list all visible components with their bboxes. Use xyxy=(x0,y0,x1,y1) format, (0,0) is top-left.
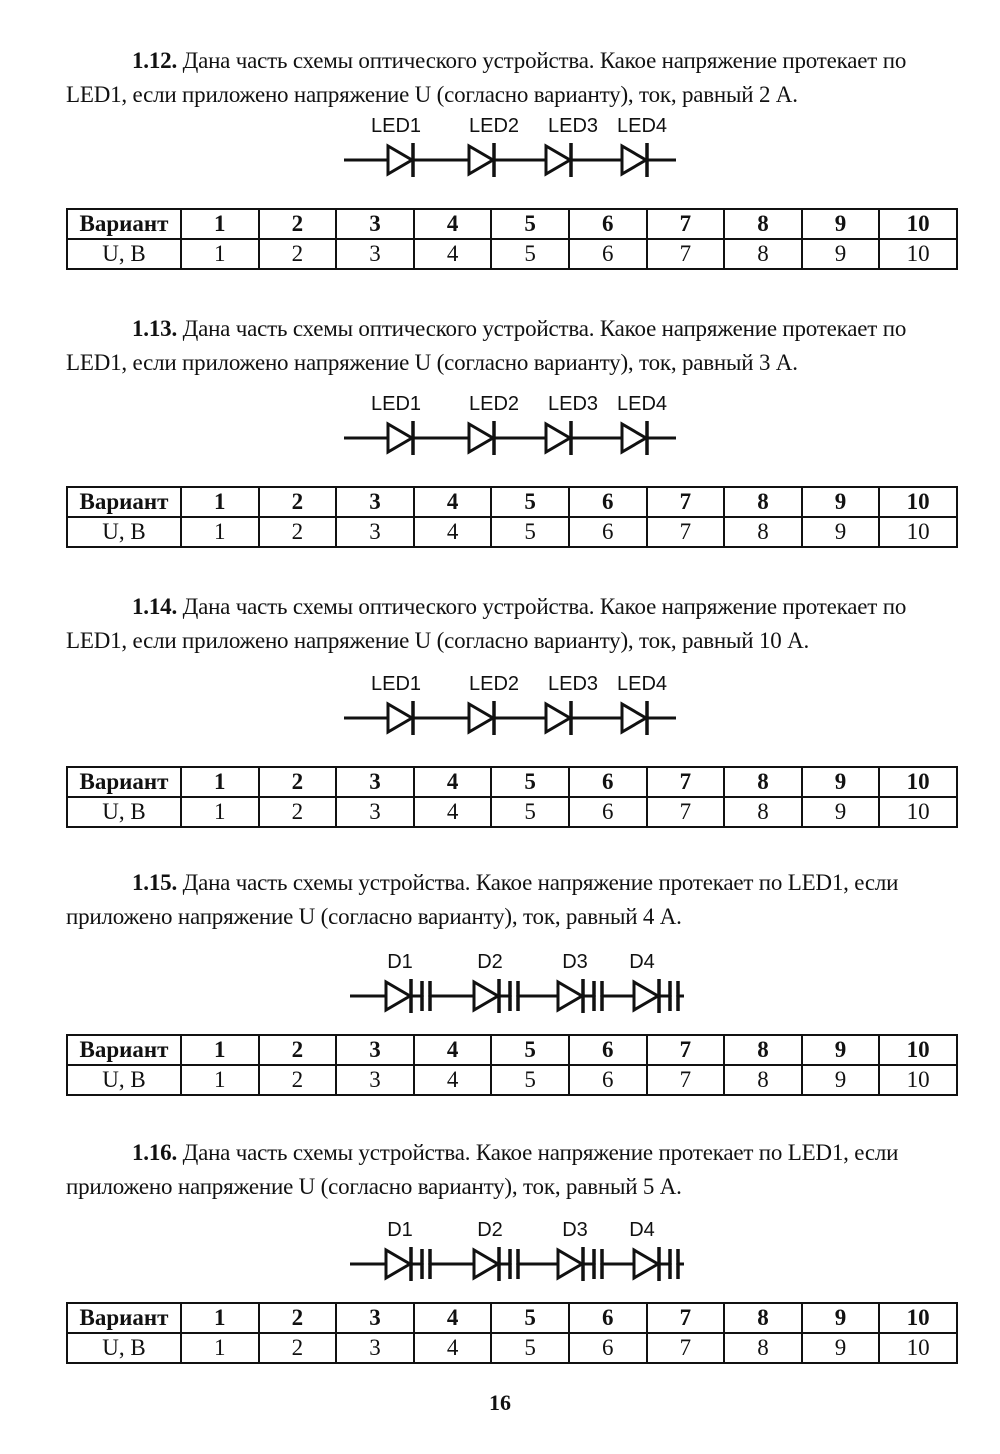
voltage-value-cell: 10 xyxy=(879,797,957,827)
component-label: D3 xyxy=(562,951,588,973)
voltage-value-cell: 7 xyxy=(647,239,725,269)
header-label-cell: Вариант xyxy=(67,1303,181,1333)
diode-symbol xyxy=(634,979,678,1013)
variant-number-cell: 8 xyxy=(724,1303,802,1333)
variant-number-cell: 3 xyxy=(336,1035,414,1065)
component-label: LED2 xyxy=(468,673,520,695)
voltage-value-cell: 4 xyxy=(414,239,492,269)
row-label-cell: U, В xyxy=(67,239,181,269)
problem-text: Дана часть схемы оптического устройства. Какое напряжение протекает по LED1, если приложено напряжение U (согласно варианту), ток, равный 10 А. xyxy=(66,594,907,653)
voltage-value-cell: 2 xyxy=(259,1333,337,1363)
voltage-value-cell: 7 xyxy=(647,1333,725,1363)
circuit-diagram-container xyxy=(330,670,710,760)
variant-table xyxy=(66,1302,958,1364)
component-label: D2 xyxy=(477,951,503,973)
problem-number: 1.13. xyxy=(132,316,178,341)
circuit-diagram-container xyxy=(330,948,710,1038)
variant-number-cell: 4 xyxy=(414,767,492,797)
voltage-value-cell: 8 xyxy=(724,517,802,547)
table-header-row xyxy=(67,1035,957,1065)
variant-number-cell: 9 xyxy=(802,767,880,797)
variant-number-cell: 1 xyxy=(181,1303,259,1333)
variant-number-cell: 1 xyxy=(181,487,259,517)
led-symbol xyxy=(469,421,494,455)
variant-number-cell: 2 xyxy=(259,1035,337,1065)
table-row xyxy=(67,1065,957,1095)
variant-number-cell: 7 xyxy=(647,767,725,797)
table-header-row xyxy=(67,767,957,797)
variant-number-cell: 4 xyxy=(414,487,492,517)
variant-number-cell: 3 xyxy=(336,767,414,797)
diode-symbol xyxy=(386,1247,430,1281)
voltage-value-cell: 9 xyxy=(802,239,880,269)
voltage-value-cell: 6 xyxy=(569,517,647,547)
component-label: D1 xyxy=(387,951,413,973)
header-label-cell: Вариант xyxy=(67,487,181,517)
voltage-value-cell: 4 xyxy=(414,517,492,547)
led-symbol xyxy=(388,421,413,455)
component-label: D4 xyxy=(629,951,655,973)
voltage-value-cell: 2 xyxy=(259,517,337,547)
voltage-value-cell: 3 xyxy=(336,1333,414,1363)
variant-number-cell: 6 xyxy=(569,767,647,797)
component-label: D3 xyxy=(562,1219,588,1241)
circuit-diagram-container xyxy=(330,112,710,202)
problem-statement xyxy=(66,866,966,934)
voltage-value-cell: 6 xyxy=(569,1065,647,1095)
variant-number-cell: 7 xyxy=(647,1303,725,1333)
led-symbol xyxy=(622,701,647,735)
voltage-value-cell: 3 xyxy=(336,797,414,827)
problem-statement xyxy=(66,590,966,658)
component-label: LED1 xyxy=(370,673,422,695)
variant-number-cell: 8 xyxy=(724,1035,802,1065)
voltage-value-cell: 7 xyxy=(647,517,725,547)
voltage-value-cell: 5 xyxy=(491,517,569,547)
variant-number-cell: 4 xyxy=(414,1035,492,1065)
led-symbol xyxy=(388,701,413,735)
diode-symbol xyxy=(386,979,430,1013)
variant-number-cell: 2 xyxy=(259,487,337,517)
voltage-value-cell: 10 xyxy=(879,1333,957,1363)
diode-symbol xyxy=(474,1247,518,1281)
problem-text: Дана часть схемы устройства. Какое напряжение протекает по LED1, если приложено напряжение U (согласно варианту), ток, равный 4 А. xyxy=(66,870,899,929)
led-symbol xyxy=(469,143,494,177)
problem-text: Дана часть схемы оптического устройства. Какое напряжение протекает по LED1, если приложено напряжение U (согласно варианту), ток, равный 3 А. xyxy=(66,316,907,375)
variant-number-cell: 9 xyxy=(802,1303,880,1333)
component-label: LED4 xyxy=(616,673,668,695)
voltage-value-cell: 3 xyxy=(336,517,414,547)
variant-number-cell: 1 xyxy=(181,767,259,797)
row-label-cell: U, В xyxy=(67,1065,181,1095)
voltage-value-cell: 1 xyxy=(181,797,259,827)
variant-number-cell: 2 xyxy=(259,209,337,239)
variant-number-cell: 3 xyxy=(336,487,414,517)
variant-number-cell: 9 xyxy=(802,1035,880,1065)
diode-symbol xyxy=(634,1247,678,1281)
voltage-value-cell: 3 xyxy=(336,1065,414,1095)
table-header-row xyxy=(67,487,957,517)
problem-number: 1.12. xyxy=(132,48,178,73)
table-row xyxy=(67,1333,957,1363)
variant-number-cell: 10 xyxy=(879,767,957,797)
voltage-value-cell: 5 xyxy=(491,1065,569,1095)
variant-number-cell: 7 xyxy=(647,209,725,239)
variant-number-cell: 8 xyxy=(724,209,802,239)
voltage-value-cell: 5 xyxy=(491,1333,569,1363)
component-label: D1 xyxy=(387,1219,413,1241)
component-label: LED4 xyxy=(616,393,668,415)
circuit-diagram-container xyxy=(330,1216,710,1306)
variant-number-cell: 1 xyxy=(181,1035,259,1065)
diode-symbol xyxy=(558,1247,602,1281)
variant-number-cell: 1 xyxy=(181,209,259,239)
voltage-value-cell: 2 xyxy=(259,1065,337,1095)
variant-number-cell: 4 xyxy=(414,1303,492,1333)
component-label: LED1 xyxy=(370,393,422,415)
problem-text: Дана часть схемы оптического устройства. Какое напряжение протекает по LED1, если приложено напряжение U (согласно варианту), ток, равный 2 А. xyxy=(66,48,907,107)
problem-statement xyxy=(66,312,966,380)
voltage-value-cell: 8 xyxy=(724,1065,802,1095)
voltage-value-cell: 6 xyxy=(569,1333,647,1363)
component-label: LED3 xyxy=(547,115,599,137)
variant-number-cell: 10 xyxy=(879,1303,957,1333)
voltage-value-cell: 9 xyxy=(802,1065,880,1095)
variant-number-cell: 6 xyxy=(569,209,647,239)
circuit-diagram xyxy=(330,112,710,202)
voltage-value-cell: 6 xyxy=(569,797,647,827)
variant-number-cell: 7 xyxy=(647,487,725,517)
variant-number-cell: 5 xyxy=(491,767,569,797)
circuit-diagram-container xyxy=(330,390,710,480)
table-header-row xyxy=(67,209,957,239)
circuit-diagram xyxy=(330,948,710,1038)
variant-number-cell: 9 xyxy=(802,209,880,239)
problem-number: 1.14. xyxy=(132,594,178,619)
voltage-value-cell: 1 xyxy=(181,517,259,547)
problem-number: 1.15. xyxy=(132,870,178,895)
row-label-cell: U, В xyxy=(67,797,181,827)
voltage-value-cell: 4 xyxy=(414,1333,492,1363)
table-row xyxy=(67,517,957,547)
table-row xyxy=(67,797,957,827)
diode-symbol xyxy=(558,979,602,1013)
component-label: D4 xyxy=(629,1219,655,1241)
variant-number-cell: 3 xyxy=(336,1303,414,1333)
header-label-cell: Вариант xyxy=(67,767,181,797)
table-row xyxy=(67,239,957,269)
variant-number-cell: 8 xyxy=(724,767,802,797)
component-label: LED3 xyxy=(547,393,599,415)
voltage-value-cell: 10 xyxy=(879,239,957,269)
problem-text: Дана часть схемы устройства. Какое напряжение протекает по LED1, если приложено напряжение U (согласно варианту), ток, равный 5 А. xyxy=(66,1140,899,1199)
row-label-cell: U, В xyxy=(67,517,181,547)
variant-number-cell: 3 xyxy=(336,209,414,239)
variant-number-cell: 4 xyxy=(414,209,492,239)
problem-statement xyxy=(66,1136,966,1204)
voltage-value-cell: 8 xyxy=(724,797,802,827)
voltage-value-cell: 9 xyxy=(802,1333,880,1363)
voltage-value-cell: 9 xyxy=(802,517,880,547)
page-number: 16 xyxy=(489,1390,511,1415)
voltage-value-cell: 8 xyxy=(724,239,802,269)
variant-number-cell: 10 xyxy=(879,1035,957,1065)
led-symbol xyxy=(546,701,571,735)
variant-number-cell: 8 xyxy=(724,487,802,517)
voltage-value-cell: 2 xyxy=(259,797,337,827)
voltage-value-cell: 4 xyxy=(414,797,492,827)
voltage-value-cell: 1 xyxy=(181,1333,259,1363)
led-symbol xyxy=(546,143,571,177)
header-label-cell: Вариант xyxy=(67,209,181,239)
diode-symbol xyxy=(474,979,518,1013)
variant-number-cell: 5 xyxy=(491,487,569,517)
led-symbol xyxy=(622,143,647,177)
voltage-value-cell: 2 xyxy=(259,239,337,269)
component-label: LED4 xyxy=(616,115,668,137)
row-label-cell: U, В xyxy=(67,1333,181,1363)
voltage-value-cell: 3 xyxy=(336,239,414,269)
component-label: LED1 xyxy=(370,115,422,137)
variant-number-cell: 10 xyxy=(879,209,957,239)
voltage-value-cell: 8 xyxy=(724,1333,802,1363)
voltage-value-cell: 1 xyxy=(181,1065,259,1095)
voltage-value-cell: 6 xyxy=(569,239,647,269)
component-label: LED2 xyxy=(468,115,520,137)
voltage-value-cell: 9 xyxy=(802,797,880,827)
variant-number-cell: 9 xyxy=(802,487,880,517)
variant-number-cell: 6 xyxy=(569,487,647,517)
component-label: LED2 xyxy=(468,393,520,415)
voltage-value-cell: 7 xyxy=(647,1065,725,1095)
led-symbol xyxy=(622,421,647,455)
voltage-value-cell: 5 xyxy=(491,797,569,827)
variant-number-cell: 2 xyxy=(259,1303,337,1333)
circuit-diagram xyxy=(330,670,710,760)
voltage-value-cell: 5 xyxy=(491,239,569,269)
variant-number-cell: 5 xyxy=(491,1303,569,1333)
variant-table xyxy=(66,766,958,828)
component-label: D2 xyxy=(477,1219,503,1241)
voltage-value-cell: 7 xyxy=(647,797,725,827)
variant-number-cell: 10 xyxy=(879,487,957,517)
circuit-diagram xyxy=(330,1216,710,1306)
voltage-value-cell: 1 xyxy=(181,239,259,269)
variant-number-cell: 6 xyxy=(569,1035,647,1065)
problem-number: 1.16. xyxy=(132,1140,178,1165)
table-header-row xyxy=(67,1303,957,1333)
variant-number-cell: 7 xyxy=(647,1035,725,1065)
variant-table xyxy=(66,1034,958,1096)
led-symbol xyxy=(546,421,571,455)
variant-number-cell: 5 xyxy=(491,1035,569,1065)
circuit-diagram xyxy=(330,390,710,480)
component-label: LED3 xyxy=(547,673,599,695)
variant-table xyxy=(66,486,958,548)
header-label-cell: Вариант xyxy=(67,1035,181,1065)
voltage-value-cell: 4 xyxy=(414,1065,492,1095)
variant-number-cell: 5 xyxy=(491,209,569,239)
variant-number-cell: 6 xyxy=(569,1303,647,1333)
problem-statement xyxy=(66,44,966,112)
variant-table xyxy=(66,208,958,270)
led-symbol xyxy=(469,701,494,735)
led-symbol xyxy=(388,143,413,177)
voltage-value-cell: 10 xyxy=(879,1065,957,1095)
voltage-value-cell: 10 xyxy=(879,517,957,547)
variant-number-cell: 2 xyxy=(259,767,337,797)
